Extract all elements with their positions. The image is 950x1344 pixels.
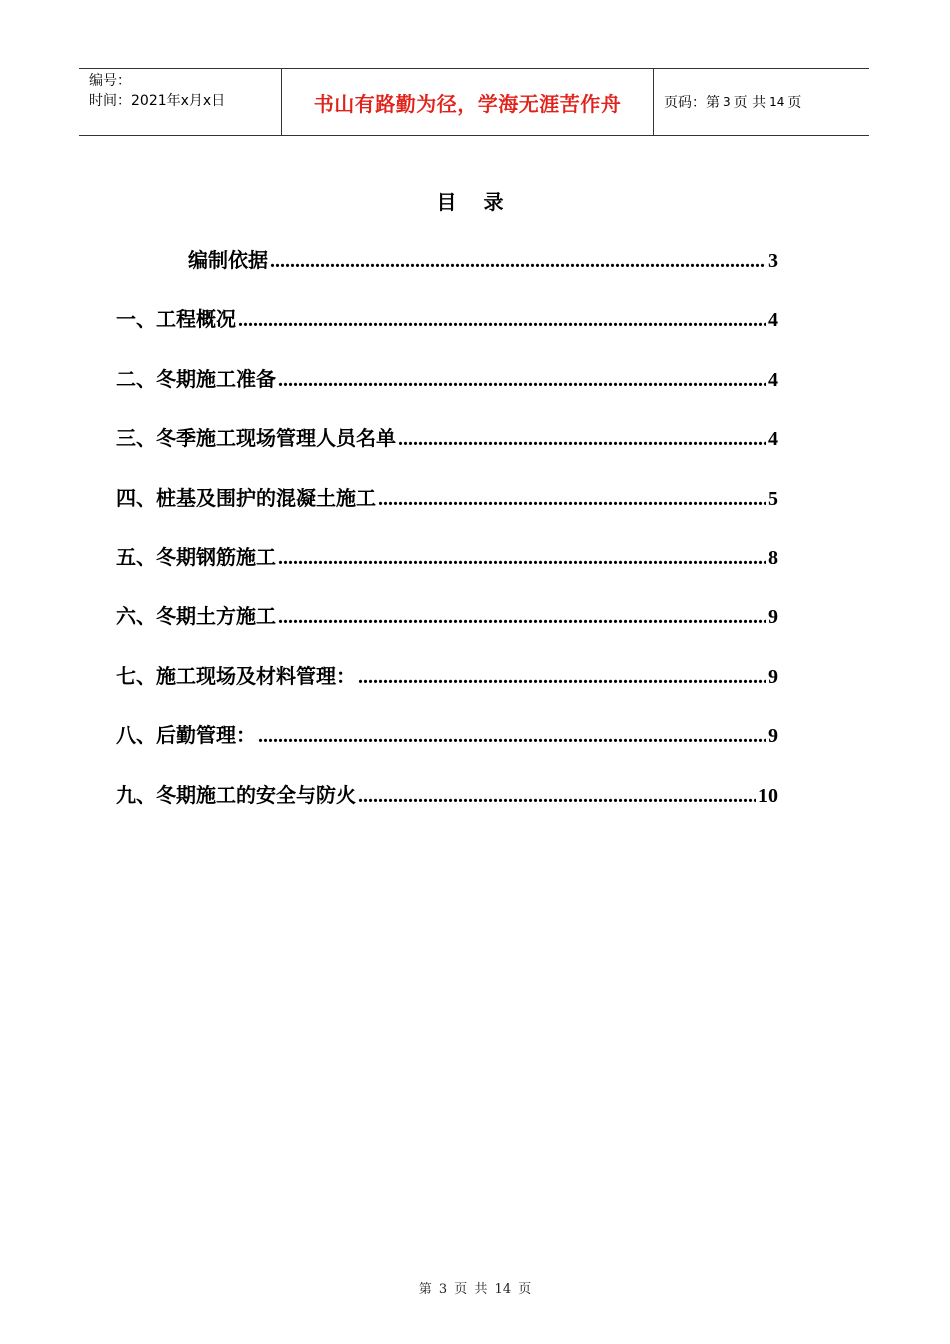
toc-item-label: 六、冬期土方施工 <box>116 604 276 629</box>
toc-dot-leader <box>358 785 756 808</box>
page-prefix: 页码：第 <box>664 95 720 111</box>
toc-item[interactable] <box>116 303 778 362</box>
toc-item[interactable] <box>116 422 778 481</box>
toc-item-page: 4 <box>768 428 778 451</box>
toc-dot-leader <box>378 488 766 511</box>
toc-dot-leader <box>278 606 766 629</box>
document-number-label: 编号： <box>89 73 131 89</box>
page-footer: 第 3 页 共 14 页 <box>418 1282 532 1297</box>
table-of-contents <box>116 244 778 838</box>
toc-dot-leader <box>398 428 766 451</box>
toc-dot-leader <box>358 666 766 689</box>
header-info-cell <box>79 69 281 135</box>
toc-item-page: 4 <box>768 309 778 332</box>
header-motto-cell <box>281 69 654 135</box>
toc-item-label: 四、桩基及围护的混凝土施工 <box>116 485 376 510</box>
toc-item-label: 八、后勤管理： <box>116 723 256 748</box>
toc-item[interactable] <box>116 541 778 600</box>
toc-item[interactable] <box>116 779 778 838</box>
header-motto: 书山有路勤为径，学海无涯苦作舟 <box>313 91 622 116</box>
toc-item-label: 七、施工现场及材料管理： <box>116 663 356 688</box>
toc-item-page: 3 <box>768 250 778 272</box>
toc-item-label: 二、冬期施工准备 <box>116 366 276 391</box>
toc-item[interactable] <box>116 600 778 659</box>
header-page-cell <box>654 69 869 135</box>
toc-item-label: 编制依据 <box>188 248 268 272</box>
toc-item-label: 一、工程概况 <box>116 307 236 332</box>
page-header <box>79 68 869 136</box>
toc-item-page: 4 <box>768 368 778 391</box>
toc-item-page: 9 <box>768 725 778 748</box>
document-time-label: 时间：2021年x月x日 <box>89 93 226 109</box>
toc-item-page: 10 <box>758 784 778 807</box>
toc-item-page: 9 <box>768 606 778 629</box>
page-total: 14 <box>769 95 785 109</box>
toc-dot-leader <box>270 250 766 273</box>
toc-dot-leader <box>278 369 766 392</box>
toc-item[interactable] <box>116 363 778 422</box>
toc-item-page: 5 <box>768 487 778 510</box>
toc-title: 目 录 <box>436 190 514 214</box>
toc-item[interactable] <box>116 482 778 541</box>
toc-item-label: 九、冬期施工的安全与防火 <box>116 782 356 807</box>
toc-item[interactable] <box>116 660 778 719</box>
toc-dot-leader <box>238 309 766 332</box>
toc-item-page: 9 <box>768 665 778 688</box>
toc-item[interactable] <box>116 244 778 303</box>
page-current: 3 <box>723 95 731 109</box>
toc-dot-leader <box>258 725 766 748</box>
page-suffix: 页 <box>787 95 802 111</box>
toc-item-page: 8 <box>768 546 778 569</box>
toc-item[interactable] <box>116 719 778 778</box>
toc-dot-leader <box>278 547 766 570</box>
toc-item-label: 五、冬期钢筋施工 <box>116 544 276 569</box>
toc-item-label: 三、冬季施工现场管理人员名单 <box>116 426 396 451</box>
page-mid: 页 共 <box>733 95 767 111</box>
